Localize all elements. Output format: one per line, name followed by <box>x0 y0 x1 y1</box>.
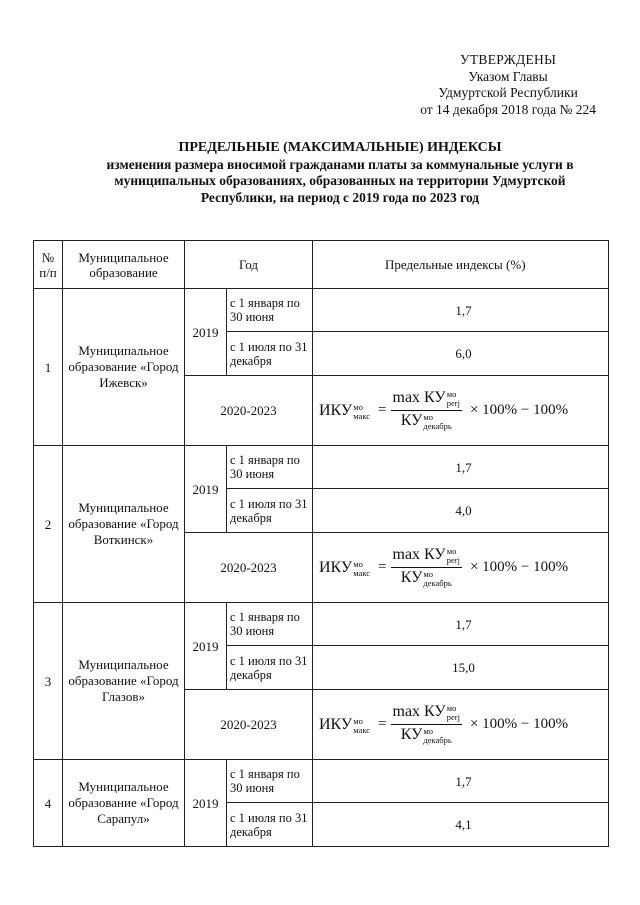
indices-table <box>33 240 609 847</box>
formula-equals: = <box>378 559 387 575</box>
table-row <box>34 603 609 646</box>
row-number: 3 <box>34 603 63 760</box>
formula-den-sup: мо <box>423 726 434 736</box>
index-value-first-half: 1,7 <box>313 446 609 489</box>
approval-date-line: от 14 декабря 2018 года № 224 <box>420 101 596 117</box>
period-first-half: с 1 января по 30 июня <box>227 603 313 646</box>
formula-numerator: max КУ <box>392 703 446 720</box>
formula-lhs-sup: мо <box>353 715 363 726</box>
heading-line: муниципальных образованиях, образованных на территории Удмуртской <box>114 173 566 188</box>
formula-tail: × 100% − 100% <box>469 402 569 418</box>
formula-equals: = <box>378 402 387 418</box>
index-formula <box>317 547 604 588</box>
approval-block <box>420 52 596 118</box>
heading-line: Республики, на период с 2019 года по 2023 год <box>200 189 480 205</box>
formula-den-sub: декабрь <box>423 735 452 745</box>
year-cell: 2019 <box>185 603 227 690</box>
formula-num-sub: perj <box>446 555 460 565</box>
formula-denominator: КУ <box>400 569 423 586</box>
formula-num-sup: мо <box>446 703 457 713</box>
formula-fraction <box>391 704 462 745</box>
header-year: Год <box>185 241 313 289</box>
approval-line: Указом Главы <box>468 68 548 84</box>
formula-numerator: max КУ <box>392 389 446 406</box>
document-heading <box>70 140 610 206</box>
period-first-half: с 1 января по 30 июня <box>227 446 313 489</box>
index-formula <box>317 704 604 745</box>
formula-lhs: ИКУ <box>319 402 353 419</box>
formula-denominator: КУ <box>400 412 423 429</box>
formula-lhs-sup: мо <box>353 401 363 412</box>
formula-den-sub: декабрь <box>423 421 452 431</box>
formula-lhs: ИКУ <box>319 559 353 576</box>
municipality-name: Муниципальное образование «Город Глазов» <box>63 603 185 760</box>
table-row <box>34 446 609 489</box>
formula-tail: × 100% − 100% <box>469 716 569 732</box>
formula-lhs-sub: макс <box>353 724 371 735</box>
formula-cell <box>313 533 609 603</box>
formula-lhs-sub: макс <box>353 567 371 578</box>
formula-cell <box>313 376 609 446</box>
formula-num-sup: мо <box>446 389 457 399</box>
header-number: № п/п <box>34 241 63 289</box>
formula-numerator: max КУ <box>392 546 446 563</box>
formula-den-sup: мо <box>423 412 434 422</box>
formula-num-sub: perj <box>446 398 460 408</box>
period-first-half: с 1 января по 30 июня <box>227 760 313 803</box>
period-first-half: с 1 января по 30 июня <box>227 289 313 332</box>
formula-den-sup: мо <box>423 569 434 579</box>
approval-title: УТВЕРЖДЕНЫ <box>460 52 557 67</box>
period-second-half: с 1 июля по 31 декабря <box>227 332 313 376</box>
municipality-name: Муниципальное образование «Город Воткинск» <box>63 446 185 603</box>
row-number: 1 <box>34 289 63 446</box>
index-value-first-half: 1,7 <box>313 760 609 803</box>
index-formula <box>317 390 604 431</box>
row-number: 4 <box>34 760 63 847</box>
table-row <box>34 760 609 803</box>
year-range-cell: 2020-2023 <box>185 690 313 760</box>
heading-title: ПРЕДЕЛЬНЫЕ (МАКСИМАЛЬНЫЕ) ИНДЕКСЫ <box>178 140 502 155</box>
year-cell: 2019 <box>185 289 227 376</box>
period-second-half: с 1 июля по 31 декабря <box>227 803 313 847</box>
row-number: 2 <box>34 446 63 603</box>
heading-line: изменения размера вносимой гражданами платы за коммунальные услуги в <box>106 156 574 172</box>
table-header-row <box>34 241 609 289</box>
approval-line: Удмуртской Республики <box>438 85 578 100</box>
header-municipality: Муниципальное образование <box>63 241 185 289</box>
index-value-first-half: 1,7 <box>313 603 609 646</box>
year-range-cell: 2020-2023 <box>185 533 313 603</box>
year-range-cell: 2020-2023 <box>185 376 313 446</box>
period-second-half: с 1 июля по 31 декабря <box>227 646 313 690</box>
index-value-first-half: 1,7 <box>313 289 609 332</box>
municipality-name: Муниципальное образование «Город Сарапул» <box>63 760 185 847</box>
year-cell: 2019 <box>185 760 227 847</box>
formula-lhs-sub: макс <box>353 410 371 421</box>
formula-num-sup: мо <box>446 546 457 556</box>
index-value-second-half: 15,0 <box>313 646 609 690</box>
year-cell: 2019 <box>185 446 227 533</box>
formula-fraction <box>391 547 462 588</box>
formula-fraction <box>391 390 462 431</box>
header-indices: Предельные индексы (%) <box>313 241 609 289</box>
index-value-second-half: 4,0 <box>313 489 609 533</box>
index-value-second-half: 4,1 <box>313 803 609 847</box>
formula-lhs: ИКУ <box>319 716 353 733</box>
formula-equals: = <box>378 716 387 732</box>
formula-denominator: КУ <box>400 726 423 743</box>
formula-den-sub: декабрь <box>423 578 452 588</box>
formula-num-sub: perj <box>446 712 460 722</box>
municipality-name: Муниципальное образование «Город Ижевск» <box>63 289 185 446</box>
formula-tail: × 100% − 100% <box>469 559 569 575</box>
table-row <box>34 289 609 332</box>
formula-cell <box>313 690 609 760</box>
index-value-second-half: 6,0 <box>313 332 609 376</box>
formula-lhs-sup: мо <box>353 558 363 569</box>
period-second-half: с 1 июля по 31 декабря <box>227 489 313 533</box>
